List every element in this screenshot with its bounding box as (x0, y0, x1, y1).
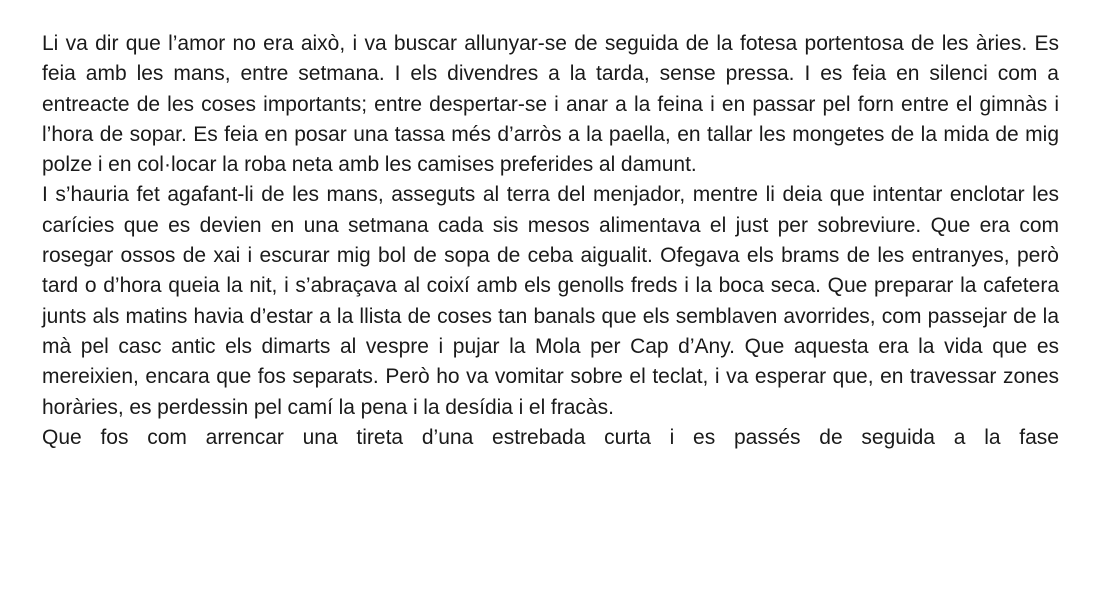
paragraph-3: Que fos com arrencar una tireta d’una estrebada curta i es passés de seguida a la fase (42, 425, 1059, 449)
paragraph-1: Li va dir que l’amor no era això, i va buscar allunyar-se de seguida de la fotesa portentosa de les àries. Es feia amb les mans, entre setmana. I els divendres a la tarda, sense pressa. I es feia en silenci com a entreacte de les coses importants; entre despertar-se i anar a la feina i en passar pel forn entre el gimnàs i l’hora de sopar. Es feia en posar una tassa més d’arròs a la paella, en tallar les mongetes de la mida de mig polze i en col·locar la roba neta amb les camises preferides al damunt. (42, 32, 1059, 177)
paragraph-2: I s’hauria fet agafant-li de les mans, asseguts al terra del menjador, mentre li deia que intentar enclotar les carícies que es devien en una setmana cada sis mesos alimentava el just per sobreviure. Que era com rosegar ossos de xai i escurar mig bol de sopa de ceba aigualit. Ofegava els brams de les entranyes, però tard o d’hora queia la nit, i s’abraçava al coixí amb els genolls freds i la boca seca. Que preparar la cafetera junts als matins havia d’estar a la llista de coses tan banals que els semblaven avorrides, com passejar de la mà pel casc antic els dimarts al vespre i pujar la Mola per Cap d’Any. Que aquesta era la vida que es mereixien, encara que fos separats. Però ho va vomitar sobre el teclat, i va esperar que, en travessar zones horàries, es perdessin pel camí la pena i la desídia i el fracàs. (42, 183, 1059, 419)
document-body (42, 29, 1059, 453)
